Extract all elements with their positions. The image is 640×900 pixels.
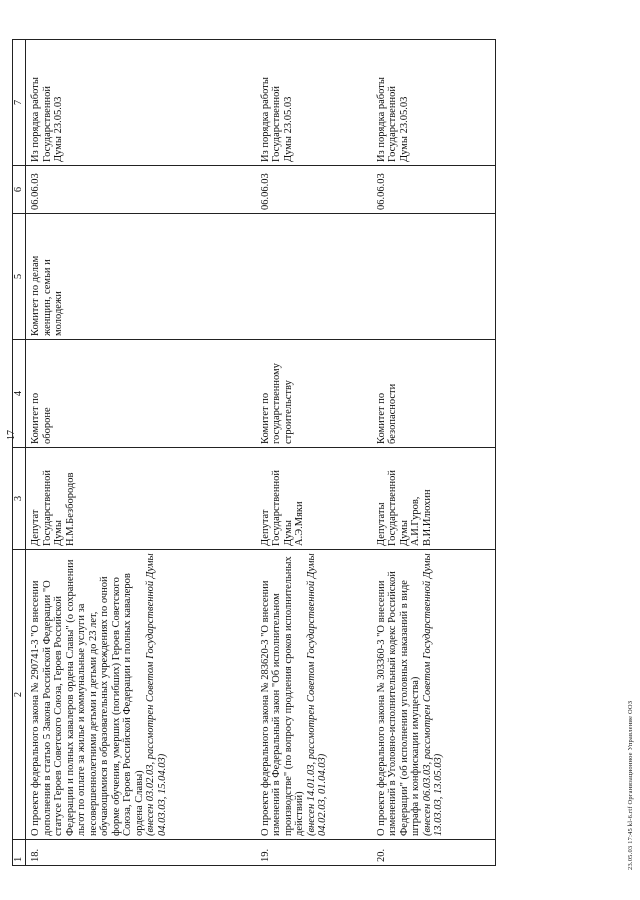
bill-status-note: (внесен 14.01.03, рассмотрен Советом Государственной Думы 04.02.03, 01.04.03) (305, 553, 328, 836)
basis-note: Из порядка работы Государственной Думы 23.05.03 (374, 40, 496, 166)
review-date: 06.06.03 (258, 166, 374, 214)
lead-committee: Комитет по государственному строительству (258, 340, 374, 448)
coexecutor-committee (258, 214, 374, 340)
bill-author: Депутаты Государственной Думы А.И.Гуров, В.И.Илюхин (374, 448, 496, 550)
column-number: 1 (13, 840, 26, 866)
agenda-table (12, 39, 496, 866)
row-number: 19. (258, 840, 374, 866)
bill-status-note: (внесен 06.03.03, рассмотрен Советом Государственной Думы 13.03.03, 13.05.03) (421, 553, 444, 836)
row-number: 20. (374, 840, 496, 866)
column-number: 3 (13, 448, 26, 550)
column-number: 5 (13, 214, 26, 340)
column-number: 4 (13, 340, 26, 448)
column-number: 6 (13, 166, 26, 214)
bill-title: О проекте федерального закона № 283620-3 "О внесении изменений в Федеральный закон "Об исполнительном производстве" (по вопросу продления сроков исполнительных действий) (259, 556, 305, 836)
bill-subject-cell (258, 550, 374, 840)
bill-status-note: (внесен 03.02.03, рассмотрен Советом Государственной Думы 04.03.03, 15.04.03) (145, 553, 168, 836)
document-footer: 23.05.03 17:45 kl-6.rtf Организационное Управление ООЗ (627, 700, 634, 870)
basis-note: Из порядка работы Государственной Думы 23.05.03 (258, 40, 374, 166)
table-header (13, 40, 26, 866)
review-date: 06.06.03 (374, 166, 496, 214)
bill-title: О проекте федерального закона № 290741-3 "О внесении дополнения в статью 5 Закона Российской Федерации "О статусе Героев Советского Союза, Героев Российской Федерации и полных кавалеров ордена Славы" (о сохранении льгот по оплате за жилье и коммунальные услуги за несовершеннолетними детьми и детьми до 23 лет, обучающимися в образовательных учреждениях по очной форме обучения, умерших (погибших) Героев Советского Союза, Героев Российской Федерации и полных кавалеров ордена Славы) (30, 559, 145, 836)
column-number: 7 (13, 40, 26, 166)
table-row (374, 40, 496, 866)
review-date: 06.06.03 (26, 166, 258, 214)
lead-committee: Комитет по безопасности (374, 340, 496, 448)
page-number: 17 (6, 430, 17, 440)
row-number: 18. (26, 840, 258, 866)
coexecutor-committee (374, 214, 496, 340)
column-number: 2 (13, 550, 26, 840)
bill-subject-cell (374, 550, 496, 840)
table-row (258, 40, 374, 866)
column-number-row (13, 40, 26, 866)
bill-author: Депутат Государственной Думы Н.М.Безбородов (26, 448, 258, 550)
lead-committee: Комитет по обороне (26, 340, 258, 448)
bill-subject-cell (26, 550, 258, 840)
basis-note: Из порядка работы Государственной Думы 23.05.03 (26, 40, 258, 166)
bill-title: О проекте федерального закона № 303360-3 "О внесении изменений в Уголовно-исполнительный кодекс Российской Федерации" (об исполнении уголовных наказаний в виде штрафа и конфискации имущества) (375, 571, 421, 836)
bill-author: Депутат Государственной Думы А.Э.Мяки (258, 448, 374, 550)
coexecutor-committee: Комитет по делам женщин, семьи и молодежи (26, 214, 258, 340)
table-row (26, 40, 258, 866)
